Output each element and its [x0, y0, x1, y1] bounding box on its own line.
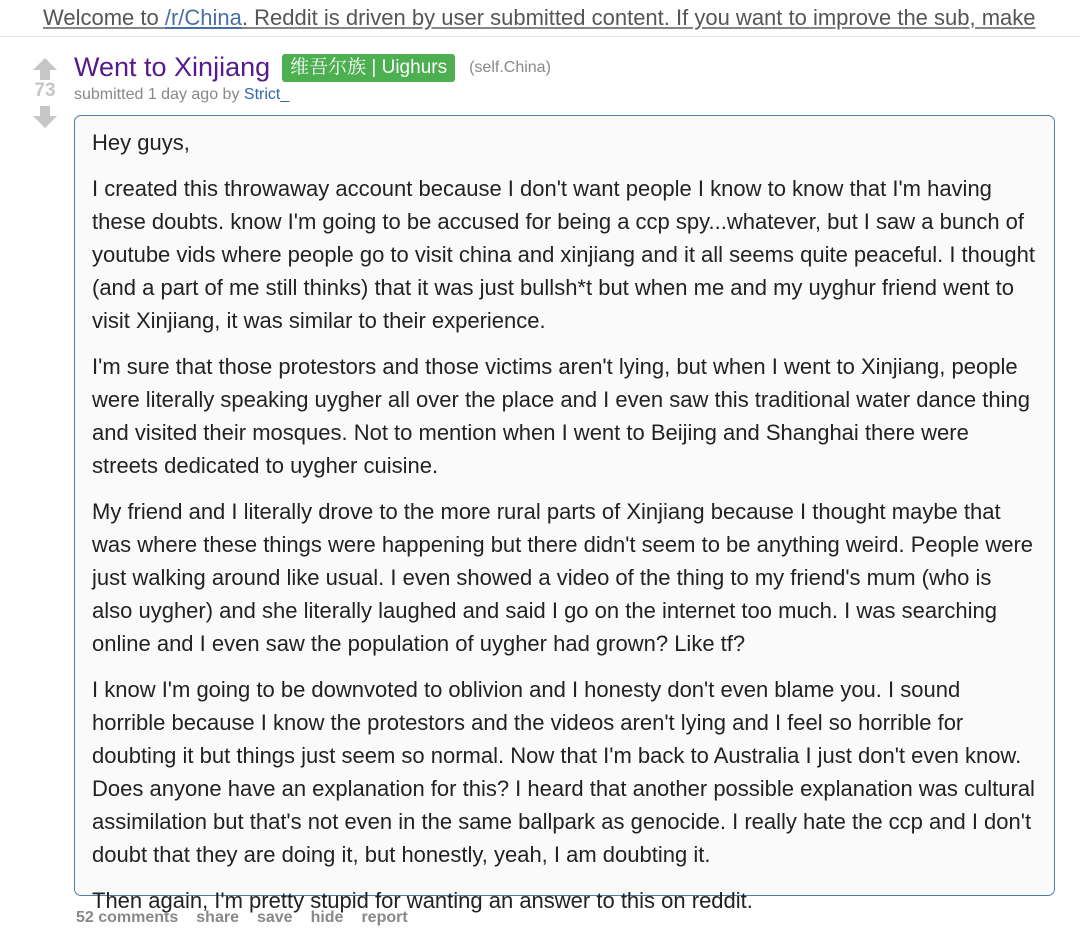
banner-prefix: Welcome to [43, 5, 165, 30]
vote-controls [30, 56, 60, 130]
submitted-time: submitted 1 day ago by [74, 86, 244, 103]
post-tagline [74, 86, 289, 104]
hide-button[interactable]: hide [310, 909, 344, 926]
comments-link[interactable]: 52 comments [76, 909, 179, 926]
link-flair-badge[interactable]: 维吾尔族 | Uighurs [282, 54, 455, 82]
post-paragraph: My friend and I literally drove to the more rural parts of Xinjiang because I thought maybe that was where these things were happening but there didn't seem to be anything weird. People were just walking around like usual. I even showed a video of the thing to my friend's mum (who is also uygher) and she literally laughed and said I go on the internet too much. I was searching online and I even saw the population of uygher had grown? Like tf? [92, 499, 1034, 656]
post-paragraph: Hey guys, [92, 130, 190, 155]
save-button[interactable]: save [256, 909, 293, 926]
post-paragraph: Then again, I'm pretty stupid for wanting an answer to this on reddit. [92, 888, 753, 913]
upvote-arrow-icon[interactable] [32, 56, 58, 82]
post-paragraph: I'm sure that those protestors and those victims aren't lying, but when I went to Xinjiang, people were literally speaking uygher all over the place and I even saw this traditional water dance thing and visited their mosques. Not to mention when I went to Beijing and Shanghai there were streets dedicated to uygher cuisine. [92, 354, 1030, 478]
post-body [74, 115, 1055, 913]
downvote-arrow-icon[interactable] [32, 104, 58, 130]
share-button[interactable]: share [196, 909, 239, 926]
post-paragraph: I created this throwaway account because I don't want people I know to know that I'm having these doubts. know I'm going to be accused for being a ccp spy...whatever, but I saw a bunch of youtube vids where people go to visit china and xinjiang and it all seems quite peaceful. I thought (and a part of me still thinks) that it was just bullsh*t but when me and my uyghur friend went to visit Xinjiang, it was similar to their experience. [92, 176, 1035, 333]
post-score: 73 [34, 80, 56, 101]
post-action-buttons [76, 909, 408, 927]
post-title[interactable]: Went to Xinjiang [74, 52, 271, 82]
banner-suffix: . Reddit is driven by user submitted content. If you want to improve the sub, make [241, 5, 1036, 30]
post-domain[interactable]: (self.China) [469, 58, 551, 76]
post-paragraph: I know I'm going to be downvoted to oblivion and I honesty don't even blame you. I sound horrible because I know the protestors and the videos aren't lying and I feel so horrible for doubting it but things just seem so normal. Now that I'm back to Australia I just don't even know. Does anyone have an explanation for this? I heard that another possible explanation was cultural assimilation but that's not even in the same ballpark as genocide. I really hate the ccp and I don't doubt that they are doing it, but honestly, yeah, I am doubting it. [92, 677, 1035, 867]
post-title-row [74, 52, 551, 83]
report-button[interactable]: report [361, 909, 408, 926]
subreddit-link[interactable]: /r/China [164, 5, 242, 30]
announcement-banner [0, 0, 1080, 37]
author-link[interactable]: Strict_ [243, 86, 290, 103]
